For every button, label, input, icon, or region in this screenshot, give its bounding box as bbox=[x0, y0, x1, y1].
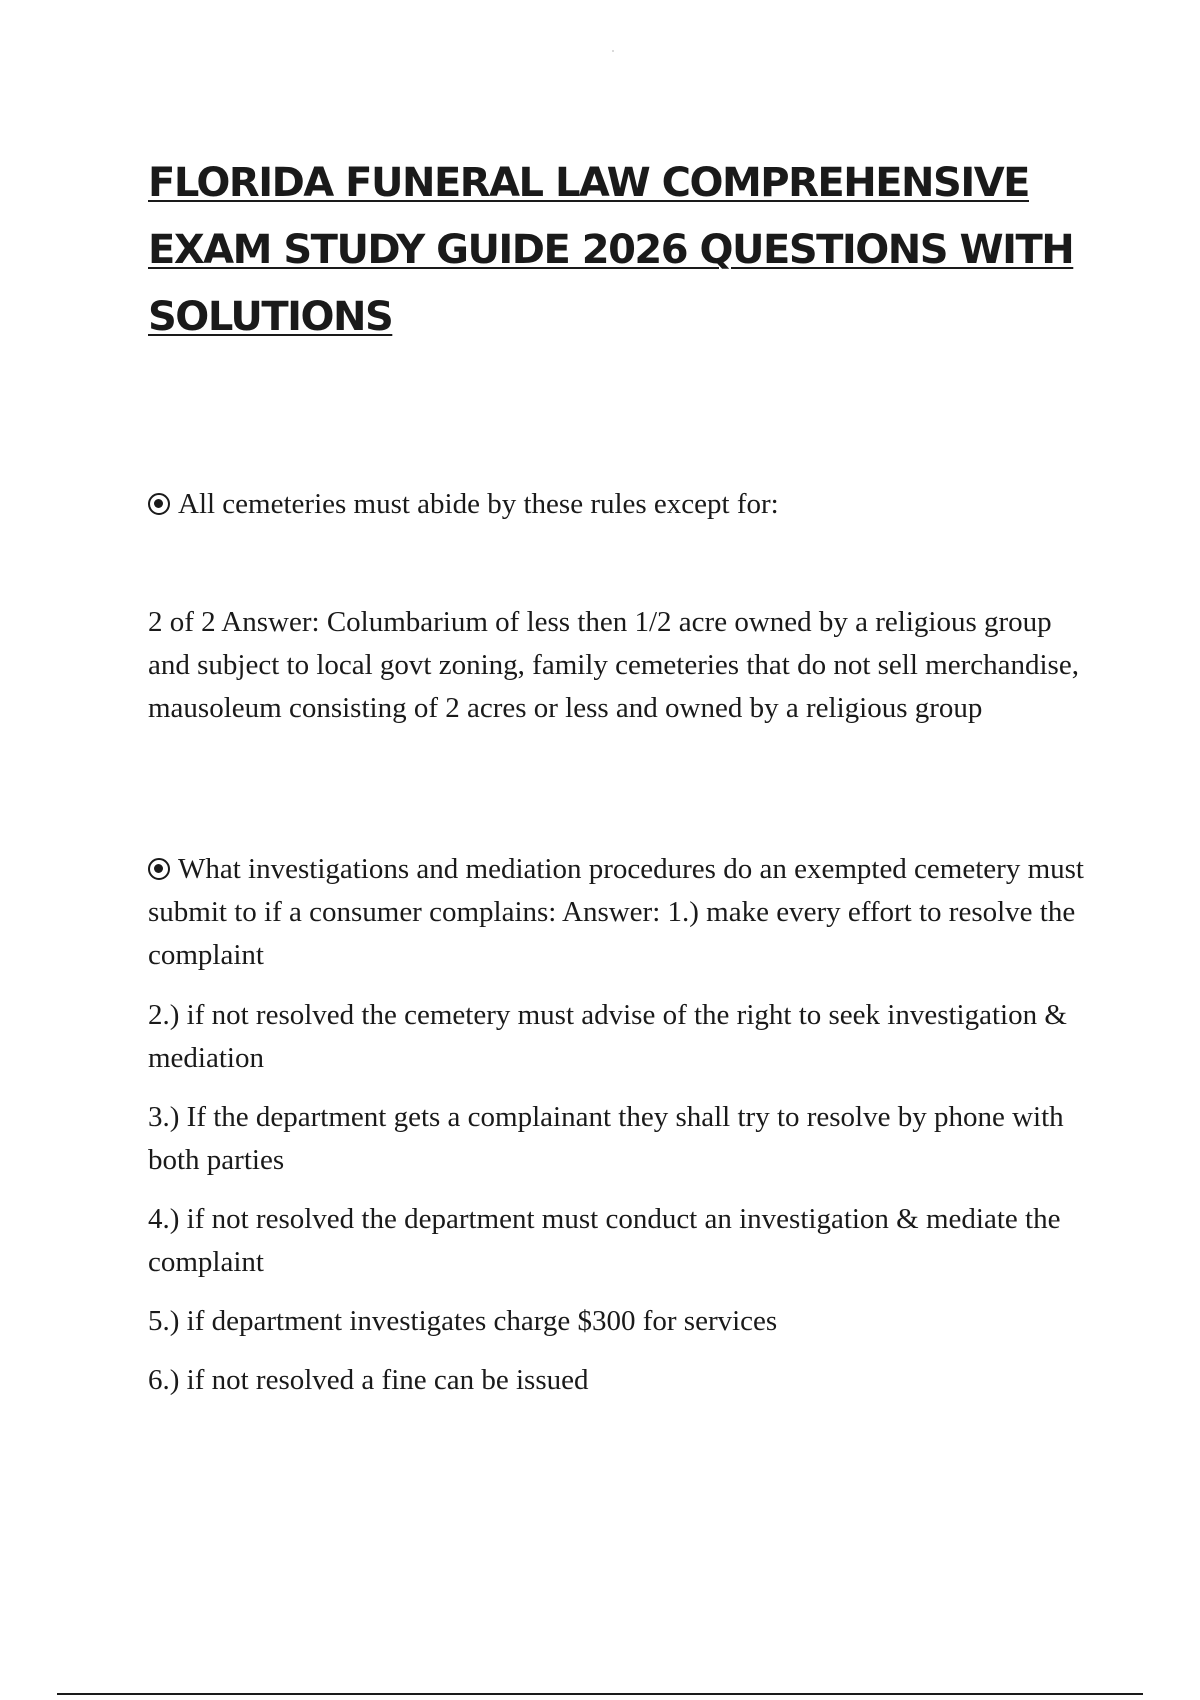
list-item: 5.) if department investigates charge $300 for services bbox=[148, 1305, 778, 1337]
list-item: 4.) if not resolved the department must conduct an investigation & mediate the complaint bbox=[148, 1203, 1061, 1278]
question-2-text: What investigations and mediation procedures do an exempted cemetery must submit to if a consumer complains: Answer: 1.) make every effort to resolve the complaint bbox=[148, 853, 1084, 971]
question-2 bbox=[148, 848, 1088, 977]
list-item: 6.) if not resolved a fine can be issued bbox=[148, 1364, 589, 1396]
answer-2-steps bbox=[148, 994, 1088, 1418]
answer-1: 2 of 2 Answer: Columbarium of less then 1/2 acre owned by a religious group and subject to local govt zoning, family cemeteries that do not sell merchandise, mausoleum consisting of 2 acres or less and owned by a religious group bbox=[148, 606, 1079, 724]
document-title: FLORIDA FUNERAL LAW COMPREHENSIVE EXAM STUDY GUIDE 2026 QUESTIONS WITH SOLUTIONS bbox=[148, 160, 1074, 340]
list-item: 2.) if not resolved the cemetery must advise of the right to seek investigation & mediation bbox=[148, 999, 1067, 1074]
list-item: 3.) If the department gets a complainant they shall try to resolve by phone with both parties bbox=[148, 1101, 1064, 1176]
radio-bullet-icon bbox=[148, 493, 170, 515]
scan-speck bbox=[612, 50, 614, 52]
radio-bullet-icon bbox=[148, 858, 170, 880]
question-1 bbox=[148, 483, 1088, 526]
question-1-text: All cemeteries must abide by these rules except for: bbox=[178, 488, 779, 520]
bottom-divider bbox=[57, 1693, 1143, 1695]
